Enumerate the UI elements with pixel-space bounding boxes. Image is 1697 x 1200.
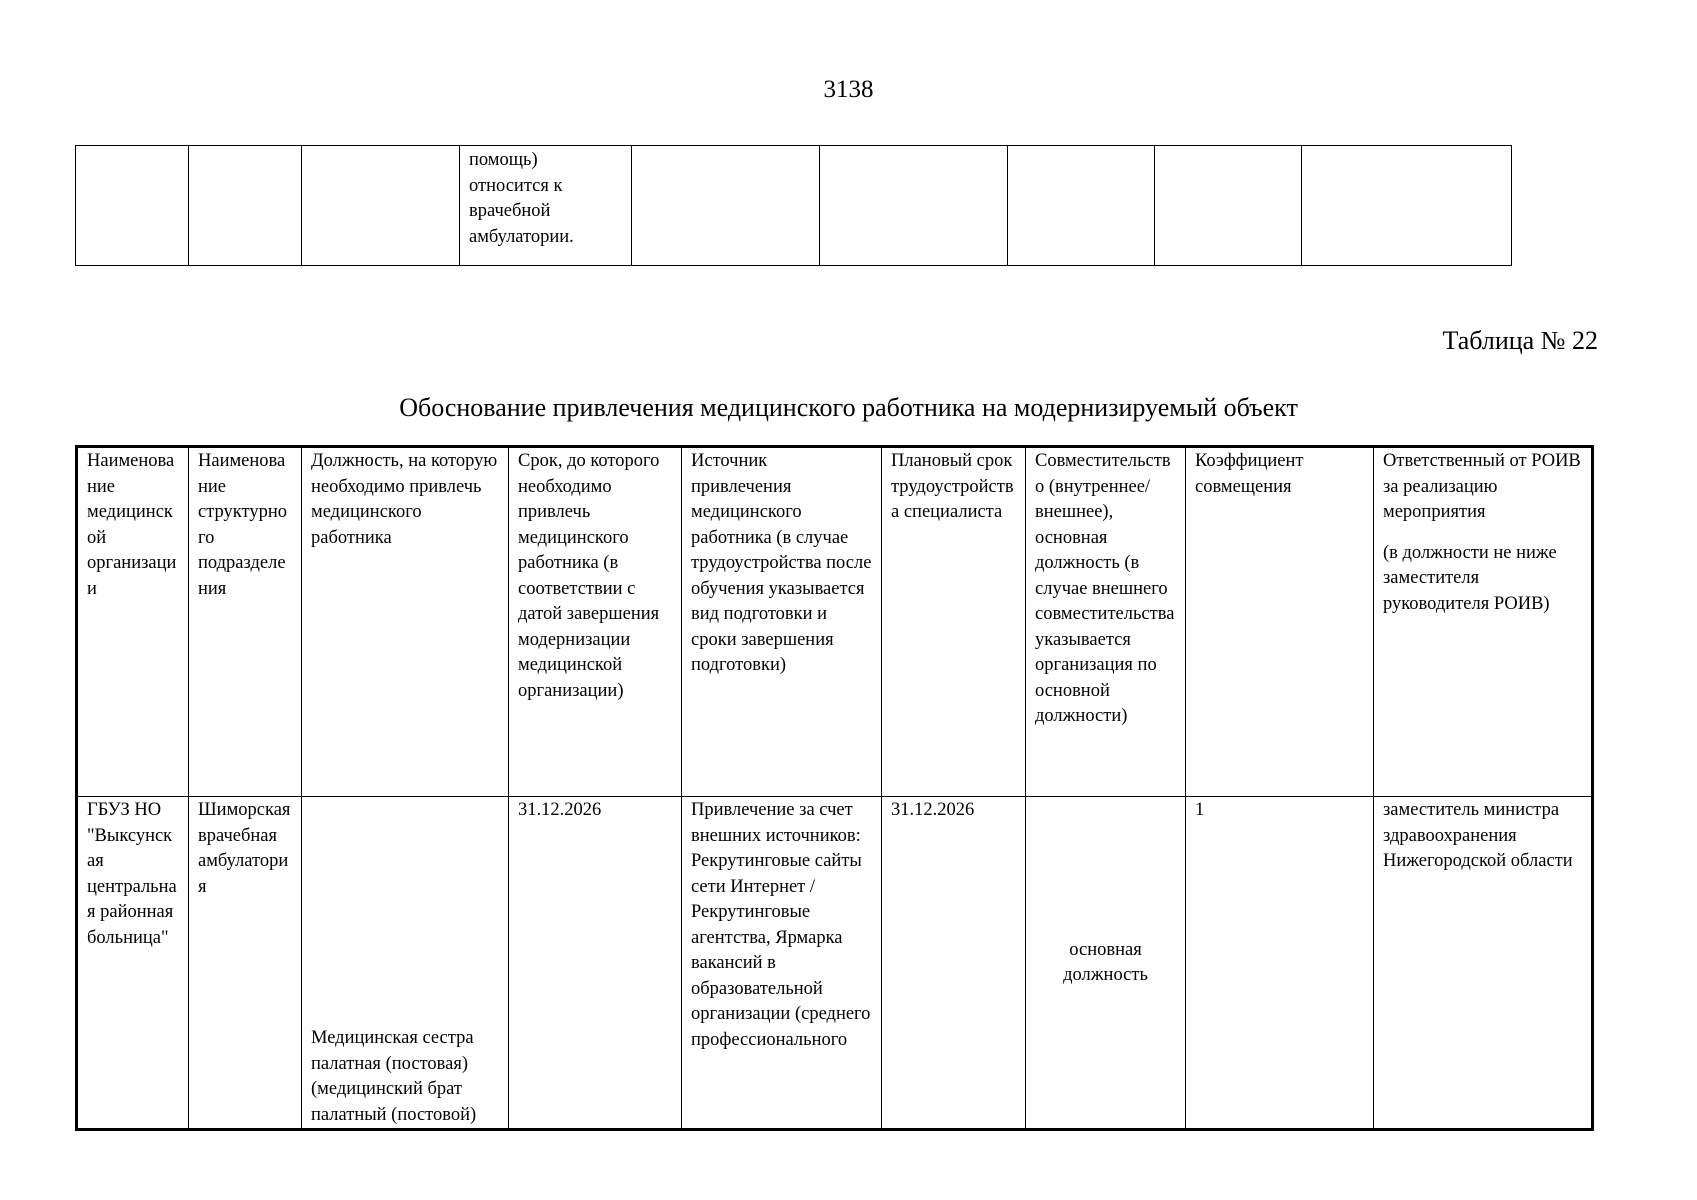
page-number: 3138 — [823, 76, 874, 103]
table-cell — [1302, 146, 1512, 266]
header-cell-planned-date: Плановый срок трудоустройства специалиста — [882, 447, 1026, 797]
header-cell-unit: Наименование структурного подразделения — [189, 447, 302, 797]
header-cell-deadline: Срок, до которого необходимо привлечь медицинского работника (в соответствии с датой завершения модернизации медицинской организации) — [509, 447, 682, 797]
header-responsible-note: (в должности не ниже заместителя руководителя РОИВ) — [1383, 542, 1557, 614]
table-number: Таблица № 22 — [1442, 326, 1598, 355]
cell-unit: Шиморская врачебная амбулатория — [189, 797, 302, 1130]
continuation-table — [75, 145, 1512, 266]
cell-coefficient: 1 — [1186, 797, 1374, 1130]
cell-responsible: заместитель министра здравоохранения Нижегородской области — [1374, 797, 1593, 1130]
cell-organization: ГБУЗ НО "Выксунская центральная районная больница" — [77, 797, 189, 1130]
table-title: Обоснование привлечения медицинского работника на модернизируемый объект — [399, 393, 1298, 422]
table-cell — [820, 146, 1008, 266]
header-cell-responsible — [1374, 447, 1593, 797]
table-cell — [1008, 146, 1155, 266]
cell-source-text: Привлечение за счет внешних источников: Рекрутинговые сайты сети Интернет / Рекрутинговые агентства, Ярмарка вакансий в образовательной организации (среднего профессионального — [691, 800, 871, 1050]
header-cell-coefficient: Коэффициент совмещения — [1186, 447, 1374, 797]
header-cell-combination: Совместительство (внутреннее/внешнее), основная должность (в случае внешнего совместительства указывается организация по основной должности) — [1026, 447, 1186, 797]
cell-source — [682, 797, 882, 1130]
table-cell — [1155, 146, 1302, 266]
table-cell — [76, 146, 189, 266]
cell-combination: основная должность — [1026, 797, 1186, 1130]
header-cell-position: Должность, на которую необходимо привлечь медицинского работника — [302, 447, 509, 797]
table-cell: помощь) относится к врачебной амбулатории. — [460, 146, 632, 266]
table-row — [76, 146, 1512, 266]
table-row — [77, 797, 1593, 1130]
staffing-table — [75, 445, 1594, 1131]
cell-planned-date: 31.12.2026 — [882, 797, 1026, 1130]
table-cell — [632, 146, 820, 266]
header-responsible-label: Ответственный от РОИВ за реализацию мероприятия — [1383, 451, 1581, 522]
cell-deadline: 31.12.2026 — [509, 797, 682, 1130]
header-cell-organization: Наименование медицинской организации — [77, 447, 189, 797]
table-cell — [302, 146, 460, 266]
header-row — [77, 447, 1593, 797]
cell-position: Медицинская сестра палатная (постовая) (медицинский брат палатный (постовой) — [302, 797, 509, 1130]
header-cell-source: Источник привлечения медицинского работника (в случае трудоустройства после обучения указывается вид подготовки и сроки завершения подготовки) — [682, 447, 882, 797]
table-cell — [189, 146, 302, 266]
